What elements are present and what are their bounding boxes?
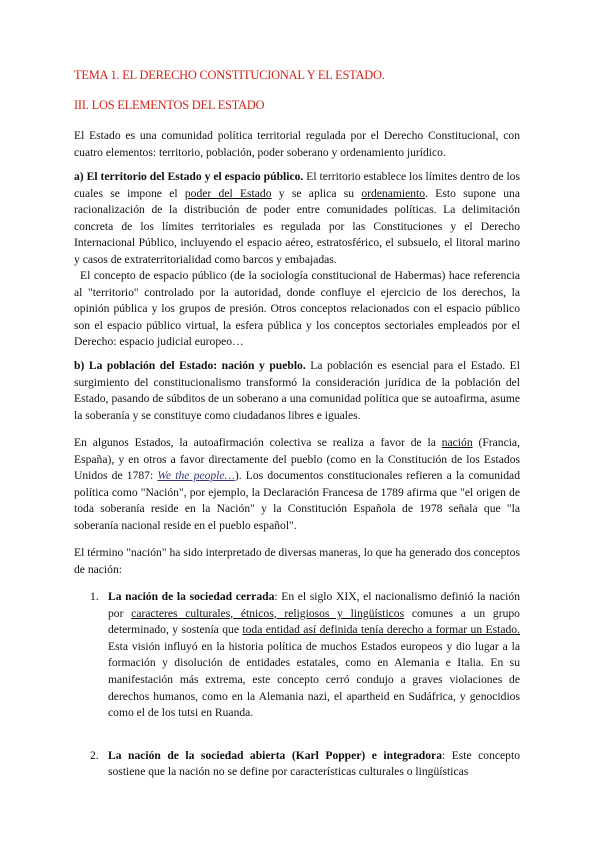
underlined-phrase: nación <box>441 436 473 449</box>
text-run: En algunos Estados, la autoafirmación colectiva se realiza a favor de la <box>74 436 442 449</box>
underlined-phrase: poder del Estado <box>184 186 272 200</box>
list-item-title: La nación de la sociedad abierta (Karl Popper) e integradora <box>108 748 442 762</box>
text-run: ). Los documentos constitucionales refieren a la comunidad política como "Nación", por ejemplo, la Declaración Francesa de 1789 afirma que "el origen de toda soberanía reside en la Nación" y la Constitución Española de 1978 señala que "la soberanía nacional reside en el pueblo español". <box>74 469 520 532</box>
we-the-people-link[interactable]: We the people… <box>157 469 235 483</box>
territory-title: a) El territorio del Estado y el espacio público. <box>74 170 304 183</box>
territory-paragraph <box>74 169 520 269</box>
list-number: 2. <box>90 748 99 762</box>
nation-concepts-list <box>86 589 520 781</box>
section-heading: III. LOS ELEMENTOS DEL ESTADO <box>74 98 265 112</box>
text-run: . Esto supone una racionalización de la distribución de poder entre comunidades políticas. La delimitación concreta de los límites territoriales es regulada por las Constituciones y el Derecho Internacional Público, incluyendo el espacio aéreo, estratosférico, el subsuelo, el litoral marino y casos de extraterritorialidad como barcos y embajadas. <box>74 186 520 266</box>
intro-paragraph <box>74 128 520 161</box>
underlined-phrase: ordenamiento <box>361 186 426 200</box>
population-title: b) La población del Estado: nación y pueblo. <box>74 359 306 372</box>
nation-concepts-paragraph: El término "nación" ha sido interpretado de diversas maneras, lo que ha generado dos conceptos de nación: <box>74 546 520 576</box>
text-run: El territorio establece los límites dentro de los cuales se impone el <box>74 170 520 200</box>
page-title: TEMA 1. EL DERECHO CONSTITUCIONAL Y EL ESTADO. <box>74 68 385 82</box>
text-run: (Francia, España), y en otros a favor directamente del pueblo (como en la Constitución de los Estados Unidos de 1787: <box>74 436 520 483</box>
text-run: : Este concepto sostiene que la nación no se define por características culturales o lingüísticas <box>108 748 520 779</box>
public-space-paragraph: El concepto de espacio público (de la sociología constitucional de Habermas) hace referencia al "territorio" controlado por la autoridad, donde confluye el ejercicio de los derechos, la opinión pública y los grupos de presión. Otros conceptos relacionados con el espacio público son el espacio público virtual, la esfera pública y los conceptos sectoriales empleados por el Derecho: espacio judicial europeo… <box>74 269 520 349</box>
text-run: La población es esencial para el Estado. El surgimiento del constitucionalismo transformó la consideración jurídica de la población del Estado, pasando de súbditos de un soberano a una comunidad política que se autoafirma, asume la soberanía y se constituye como ciudadanos libres e iguales. <box>74 359 520 422</box>
underlined-phrase: toda entidad así definida tenía derecho a formar un Estado. <box>242 623 521 637</box>
text-run: y se aplica su <box>271 186 362 200</box>
list-item <box>86 748 520 781</box>
list-item-title: La nación de la sociedad cerrada <box>108 590 275 603</box>
list-number: 1. <box>90 590 99 603</box>
underlined-phrase: caracteres culturales, étnicos, religiosos y lingüísticos <box>131 606 405 620</box>
text-run: Esta visión influyó en la historia política de muchos Estados europeos y dio lugar a la formación y disolución de entidades estatales, como en Alemania e Italia. En su manifestación más extrema, este concepto cerró condujo a graves violaciones de derechos humanos, como en la Alemania nazi, el apartheid en Sudáfrica, y genocidios como el de los tutsi en Ruanda. <box>108 639 520 720</box>
text-run: comunes a un grupo determinado, y sostenía que <box>108 606 520 637</box>
nation-paragraph <box>74 435 520 535</box>
text-run: : En el siglo XIX, el nacionalismo definió la nación por <box>108 590 520 620</box>
list-item <box>86 589 520 722</box>
population-paragraph <box>74 358 520 424</box>
intro-text: El Estado es una comunidad política territorial regulada por el Derecho Constitucional, con cuatro elementos: territorio, población, poder soberano y ordenamiento jurídico. <box>74 129 520 159</box>
